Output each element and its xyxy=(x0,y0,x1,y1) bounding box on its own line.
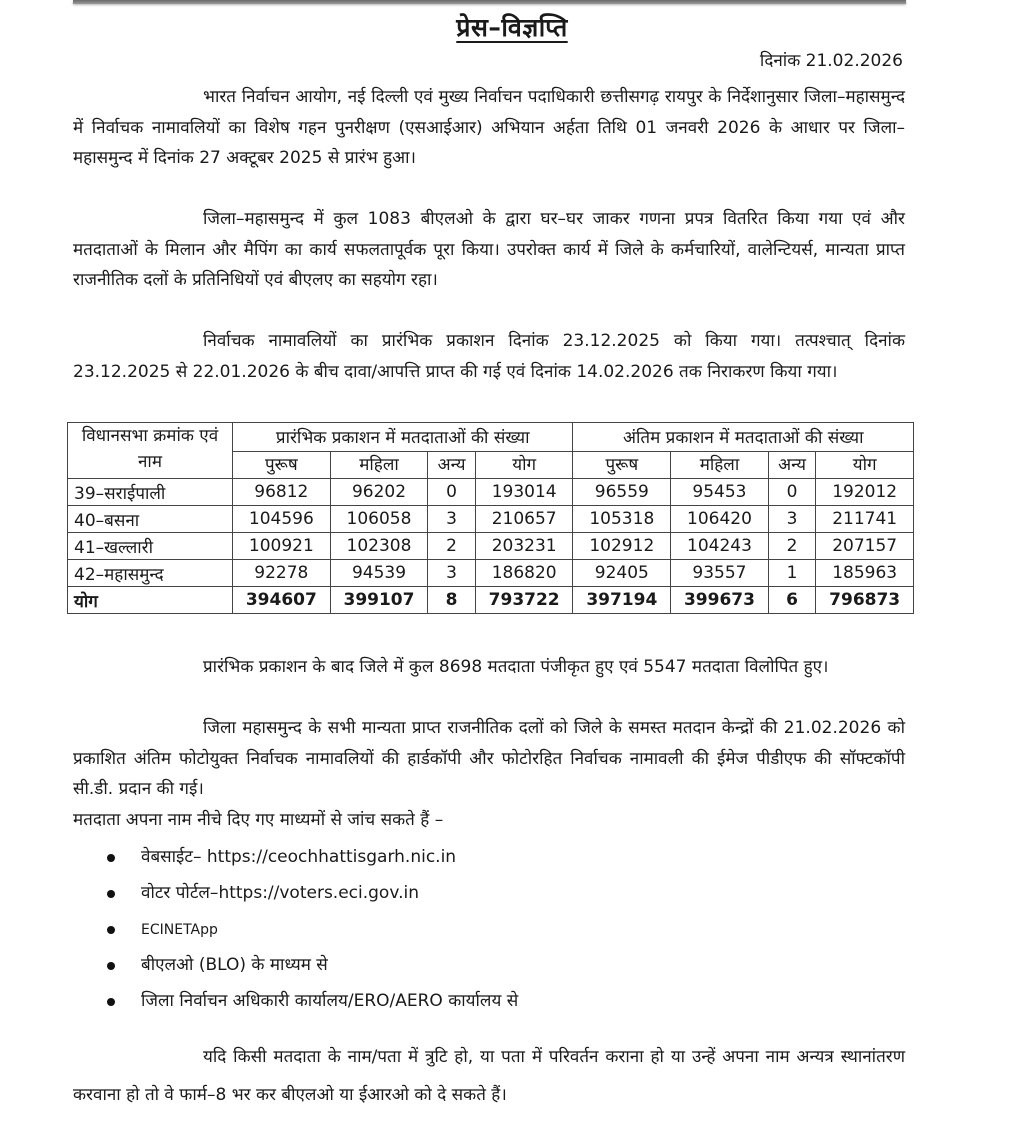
constituency-name: 40–बसना xyxy=(68,506,233,533)
list-item xyxy=(73,986,518,1022)
cell: 394607 xyxy=(233,587,331,614)
cell: 95453 xyxy=(671,479,769,506)
paragraph-distribution xyxy=(73,713,905,805)
paragraph-blo xyxy=(73,204,905,296)
cell: 92405 xyxy=(573,560,671,587)
bullet-icon xyxy=(107,890,115,898)
header-preliminary-group: प्रारंभिक प्रकाशन में मतदाताओं की संख्या xyxy=(233,423,573,452)
document-date: दिनांक 21.02.2026 xyxy=(759,51,903,71)
paragraph-intro-text: भारत निर्वाचन आयोग, नई दिल्ली एवं मुख्य निर्वाचन पदाधिकारी छत्तीसगढ़ रायपुर के निर्देशानुसार जिला–महासमुन्द में निर्वाचक नामावलियों का विशेष गहन पुनरीक्षण (एसआईआर) अभियान अर्हता तिथि 01 जनवरी 2026 के आधार पर जिला–महासमुन्द में दिनांक 27 अक्टूबर 2025 से प्रारंभ हुआ। xyxy=(73,87,905,168)
subheader-total: योग xyxy=(475,452,573,479)
cell: 3 xyxy=(428,506,476,533)
cell: 106058 xyxy=(330,506,428,533)
paragraph-check-intro-text: मतदाता अपना नाम नीचे दिए गए माध्यमों से जांच सकते हैं – xyxy=(73,810,444,830)
paragraph-blo-text: जिला–महासमुन्द में कुल 1083 बीएलओ के द्वारा घर–घर जाकर गणना प्रपत्र वितरित किया गया एवं और मतदाताओं के मिलान और मैपिंग का कार्य सफलतापूर्वक पूरा किया। उपरोक्त कार्य में जिले के कर्मचारियों, वालेन्टियर्स, मान्यता प्राप्त राजनीतिक दलों के प्रतिनिधियों एवं बीएलए का सहयोग रहा। xyxy=(73,209,905,290)
table-row xyxy=(68,506,914,533)
cell: 100921 xyxy=(233,533,331,560)
table-total-row xyxy=(68,587,914,614)
bullet-icon xyxy=(107,962,115,970)
paragraph-publication xyxy=(73,326,905,387)
cell: 104243 xyxy=(671,533,769,560)
cell: 93557 xyxy=(671,560,769,587)
subheader-total: योग xyxy=(816,452,914,479)
list-item xyxy=(73,842,518,878)
cell: 2 xyxy=(768,533,816,560)
total-label: योग xyxy=(68,587,233,614)
cell: 210657 xyxy=(475,506,573,533)
table-row xyxy=(68,479,914,506)
subheader-female: महिला xyxy=(671,452,769,479)
method-label: बीएलओ (BLO) के माध्यम से xyxy=(141,955,328,975)
bullet-icon xyxy=(107,854,115,862)
cell: 399673 xyxy=(671,587,769,614)
cell: 94539 xyxy=(330,560,428,587)
list-item xyxy=(73,914,518,950)
cell: 0 xyxy=(768,479,816,506)
document-title-wrap xyxy=(0,10,1024,44)
cell: 186820 xyxy=(475,560,573,587)
cell: 193014 xyxy=(475,479,573,506)
bullet-icon xyxy=(107,926,115,934)
bullet-icon xyxy=(107,998,115,1006)
voter-statistics-table xyxy=(67,422,914,614)
header-constituency: विधानसभा क्रमांक एवं नाम xyxy=(68,423,233,479)
method-label: जिला निर्वाचन अधिकारी कार्यालय/ERO/AERO कार्यालय से xyxy=(141,991,519,1011)
cell: 397194 xyxy=(573,587,671,614)
paragraph-registration xyxy=(73,652,905,683)
subheader-other: अन्य xyxy=(768,452,816,479)
method-label: वेबसाईट– xyxy=(141,847,202,867)
list-item xyxy=(73,950,518,986)
paragraph-publication-text: निर्वाचक नामावलियों का प्रारंभिक प्रकाशन दिनांक 23.12.2025 को किया गया। तत्पश्चात् दिनांक 23.12.2025 से 22.01.2026 के बीच दावा/आपत्ति प्राप्त की गई एवं दिनांक 14.02.2026 तक निराकरण किया गया। xyxy=(73,331,905,382)
cell: 92278 xyxy=(233,560,331,587)
cell: 106420 xyxy=(671,506,769,533)
paragraph-check-intro xyxy=(73,805,905,836)
cell: 8 xyxy=(428,587,476,614)
cell: 192012 xyxy=(816,479,914,506)
subheader-male: पुरूष xyxy=(233,452,331,479)
cell: 102912 xyxy=(573,533,671,560)
method-label: वोटर पोर्टल– xyxy=(141,883,219,903)
paragraph-correction-text: यदि किसी मतदाता के नाम/पता में त्रुटि हो, या पता में परिवर्तन कराना हो या उन्हें अपना नाम अन्यत्र स्थानांतरण करवाना हो तो वे फार्म–8 भर कर बीएलओ या ईआरओ को दे सकते हैं। xyxy=(73,1047,905,1105)
list-item xyxy=(73,878,518,914)
constituency-name: 39–सराईपाली xyxy=(68,479,233,506)
cell: 96559 xyxy=(573,479,671,506)
cell: 96202 xyxy=(330,479,428,506)
constituency-name: 41–खल्लारी xyxy=(68,533,233,560)
cell: 6 xyxy=(768,587,816,614)
cell: 3 xyxy=(768,506,816,533)
subheader-male: पुरूष xyxy=(573,452,671,479)
cell: 104596 xyxy=(233,506,331,533)
cell: 1 xyxy=(768,560,816,587)
paragraph-distribution-text: जिला महासमुन्द के सभी मान्यता प्राप्त राजनीतिक दलों को जिले के समस्त मतदान केन्द्रों की 21.02.2026 को प्रकाशित अंतिम फोटोयुक्त निर्वाचक नामावलियों की हार्डकॉपी और फोटोरहित निर्वाचक नामावली की ईमेज पीडीएफ की सॉफ्टकॉपी सी.डी. प्रदान की गई। xyxy=(73,718,905,799)
verification-methods-list xyxy=(73,842,518,1022)
website-link[interactable]: https://ceochhattisgarh.nic.in xyxy=(206,847,457,867)
cell: 207157 xyxy=(816,533,914,560)
cell: 793722 xyxy=(475,587,573,614)
paragraph-registration-text: प्रारंभिक प्रकाशन के बाद जिले में कुल 8698 मतदाता पंजीकृत हुए एवं 5547 मतदाता विलोपित हुए। xyxy=(203,657,829,677)
cell: 399107 xyxy=(330,587,428,614)
paragraph-correction xyxy=(73,1038,905,1114)
constituency-name: 42–महासमुन्द xyxy=(68,560,233,587)
method-label: ECINETApp xyxy=(141,922,218,938)
subheader-other: अन्य xyxy=(428,452,476,479)
cell: 203231 xyxy=(475,533,573,560)
voter-portal-link[interactable]: https://voters.eci.gov.in xyxy=(218,883,419,903)
subheader-female: महिला xyxy=(330,452,428,479)
cell: 2 xyxy=(428,533,476,560)
cell: 105318 xyxy=(573,506,671,533)
cell: 102308 xyxy=(330,533,428,560)
cell: 0 xyxy=(428,479,476,506)
table-row xyxy=(68,560,914,587)
cell: 3 xyxy=(428,560,476,587)
cell: 185963 xyxy=(816,560,914,587)
paragraph-intro xyxy=(73,82,905,174)
cell: 796873 xyxy=(816,587,914,614)
table-row xyxy=(68,533,914,560)
header-final-group: अंतिम प्रकाशन में मतदाताओं की संख्या xyxy=(573,423,914,452)
top-border xyxy=(73,0,906,4)
cell: 211741 xyxy=(816,506,914,533)
cell: 96812 xyxy=(233,479,331,506)
document-title: प्रेस–विज्ञप्ति xyxy=(456,13,568,42)
